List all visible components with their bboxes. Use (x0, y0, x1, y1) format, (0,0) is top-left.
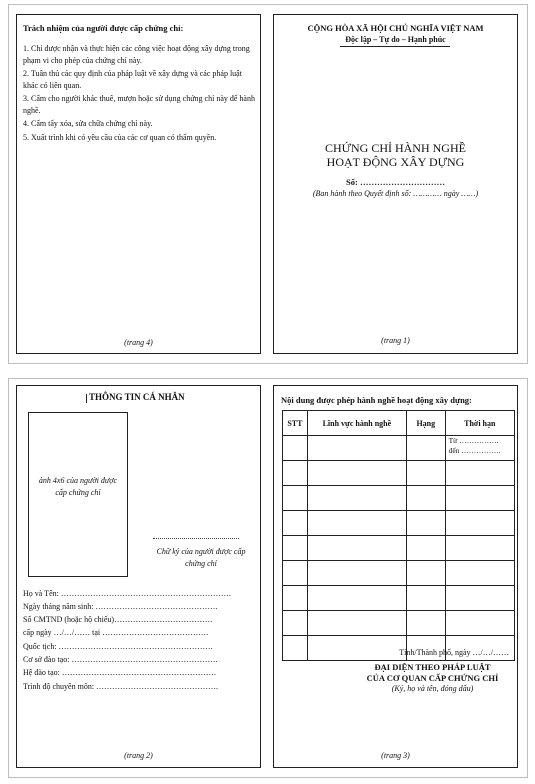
table-cell (307, 636, 406, 661)
table-cell (307, 561, 406, 586)
table-cell (307, 611, 406, 636)
page-number: (trang 2) (124, 751, 153, 760)
responsibility-item: 1. Chỉ được nhận và thực hiện các công việc hoạt động xây dựng trong phạm vi cho phép của chứng chỉ này. (23, 44, 250, 65)
responsibility-item: 4. Cấm tẩy xóa, sửa chữa chứng chỉ này. (23, 119, 153, 128)
table-row (283, 436, 515, 461)
page-number: (trang 1) (381, 336, 410, 345)
responsibility-item: 3. Cấm cho người khác thuê, mượn hoặc sử dụng chứng chỉ này để hành nghề. (23, 94, 255, 115)
motto: Độc lập – Tự do – Hạnh phúc (345, 35, 446, 44)
table-cell (283, 461, 308, 486)
table-cell (307, 436, 406, 461)
table-cell (406, 511, 445, 536)
table-cell (406, 486, 445, 511)
signature-caption: Chữ ký của người được cấp chứng chỉ (156, 547, 246, 568)
certificate-title-2: HOẠT ĐỘNG XÂY DỰNG (326, 155, 465, 169)
training-type-field: Hệ đào tạo: …………………………………………………. (23, 668, 216, 677)
table-row (283, 536, 515, 561)
table-cell (307, 461, 406, 486)
issue-date-field: cấp ngày …/…/…… tại …………………………………. (23, 628, 209, 637)
valid-to: đến ……………. (448, 446, 501, 455)
responsibility-item: 2. Tuân thủ các quy định của pháp luật về xây dựng và các pháp luật khác có liên quan. (23, 69, 242, 90)
table-cell (307, 511, 406, 536)
validity-cell (445, 436, 514, 461)
table-row (283, 586, 515, 611)
valid-from: Từ ……………. (448, 436, 499, 445)
table-cell (406, 536, 445, 561)
table-cell (283, 436, 308, 461)
representative-title-1: ĐẠI DIỆN THEO PHÁP LUẬT (374, 662, 491, 672)
heading-tick (86, 394, 87, 403)
table-cell (445, 461, 514, 486)
place-date: Tỉnh/Thành phố, ngày …/…/…… (399, 648, 509, 657)
column-header: Lĩnh vực hành nghề (307, 411, 406, 436)
column-header: Thời hạn (445, 411, 514, 436)
personal-info-heading: THÔNG TIN CÁ NHÂN (89, 392, 185, 402)
photo-caption: ảnh 4x6 của người được cấp chứng chỉ (38, 476, 118, 497)
table-cell (283, 636, 308, 661)
scope-table (282, 410, 515, 661)
table-cell (445, 561, 514, 586)
scope-heading: Nội dung được phép hành nghề hoạt động xây dựng: (281, 395, 472, 405)
page-4-panel (16, 14, 261, 354)
table-row (283, 511, 515, 536)
full-name-field: Họ và Tên: ………………………………………………………. (23, 589, 231, 598)
birth-date-field: Ngày tháng năm sinh: ………………………………………. (23, 602, 218, 611)
certificate-title-1: CHỨNG CHỈ HÀNH NGHỀ (325, 141, 466, 155)
table-cell (445, 536, 514, 561)
page-2-panel (16, 385, 261, 768)
signature-note: (Ký, họ và tên, đóng dấu) (391, 684, 474, 693)
nation-header: CỘNG HÒA XÃ HỘI CHỦ NGHĨA VIỆT NAM (307, 23, 484, 33)
column-header: STT (283, 411, 308, 436)
column-header: Hạng (406, 411, 445, 436)
table-cell (445, 586, 514, 611)
training-institution-field: Cơ sở đào tạo: ………………………………………………. (23, 655, 218, 664)
certificate-number: Số: ………………………… (346, 177, 445, 187)
issued-note: (Ban hành theo Quyết định số: ………… ngày ……) (312, 189, 479, 198)
page-3-panel (273, 385, 518, 768)
responsibility-item: 5. Xuất trình khi có yêu cầu của các cơ quan có thẩm quyền. (23, 132, 217, 142)
table-cell (406, 461, 445, 486)
photo-box (28, 412, 128, 577)
table-cell (406, 611, 445, 636)
table-cell (283, 611, 308, 636)
representative-title-2: CỦA CƠ QUAN CẤP CHỨNG CHỈ (366, 673, 499, 683)
table-cell (283, 586, 308, 611)
table-cell (283, 561, 308, 586)
table-cell (406, 586, 445, 611)
page-1-panel (273, 14, 518, 354)
table-row (283, 611, 515, 636)
table-cell (445, 511, 514, 536)
table-cell (283, 511, 308, 536)
nationality-field: Quốc tịch: …………………………………………………. (23, 642, 213, 651)
motto-underline (340, 46, 450, 47)
table-cell (307, 536, 406, 561)
table-cell (283, 536, 308, 561)
id-number-field: Số CMTND (hoặc hộ chiếu)………………………………. (23, 615, 213, 624)
table-cell (307, 486, 406, 511)
table-cell (445, 611, 514, 636)
responsibility-heading: Trách nhiệm của người được cấp chứng chỉ: (23, 23, 184, 33)
qualification-field: Trình độ chuyên môn: ………………………………………. (23, 682, 219, 691)
responsibility-list (23, 43, 255, 143)
page-number: (trang 4) (124, 338, 153, 347)
signature-line (153, 538, 239, 539)
table-cell (445, 486, 514, 511)
table-cell (307, 586, 406, 611)
table-cell (283, 486, 308, 511)
table-row (283, 561, 515, 586)
page-number: (trang 3) (381, 751, 410, 760)
table-cell (406, 436, 445, 461)
table-header-row (283, 411, 515, 436)
table-row (283, 461, 515, 486)
table-cell (406, 561, 445, 586)
table-row (283, 486, 515, 511)
